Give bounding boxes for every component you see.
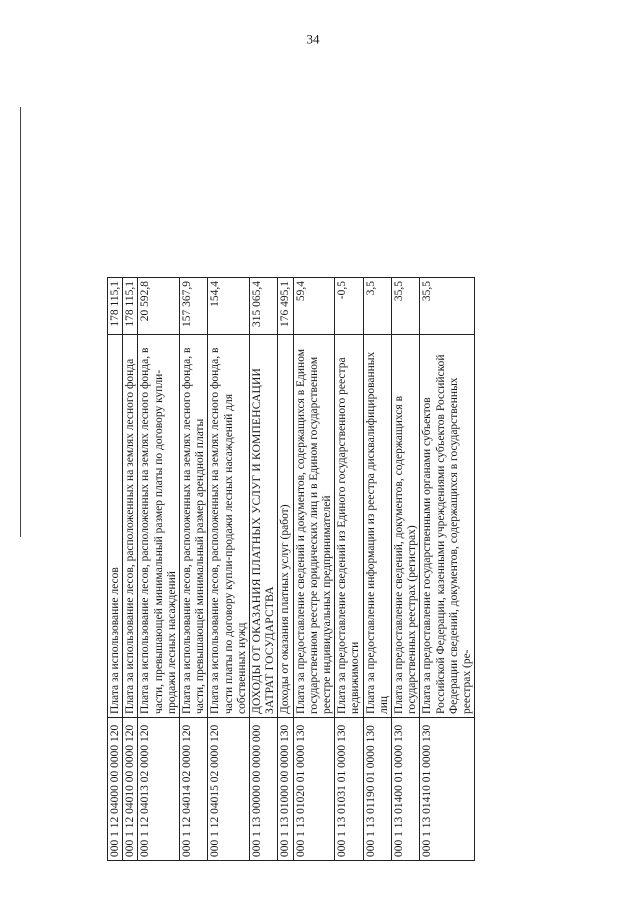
row-code: 000 1 12 04000 00 0000 120 xyxy=(108,718,123,861)
row-code: 000 1 13 01031 01 0000 130 xyxy=(335,718,363,861)
row-value: -0,5 xyxy=(335,278,363,335)
table-row xyxy=(363,278,391,861)
table-row xyxy=(138,278,180,861)
row-name: Плата за использование лесов, расположенных на землях лесного фонда xyxy=(123,335,138,718)
row-name: Плата за предоставление сведений, документов, содержащихся в государственных реестрах (регистрах) xyxy=(392,335,420,718)
row-name: Доходы от оказания платных услуг (работ) xyxy=(278,335,293,718)
revenue-table xyxy=(107,277,475,861)
table-row xyxy=(293,278,335,861)
row-value: 154,4 xyxy=(208,278,250,335)
row-code: 000 1 12 04014 02 0000 120 xyxy=(180,718,208,861)
row-value: 35,5 xyxy=(420,278,475,335)
row-value: 178 115,1 xyxy=(123,278,138,335)
row-name: Плата за использование лесов, расположенных на землях лесного фонда, в части платы по договору купли-продажи лесных насаждений для собственных нужд xyxy=(208,335,250,718)
row-code: 000 1 12 04010 00 0000 120 xyxy=(123,718,138,861)
table-row xyxy=(108,278,123,861)
row-code: 000 1 12 04013 02 0000 120 xyxy=(138,718,180,861)
table-row xyxy=(250,278,278,861)
row-value: 35,5 xyxy=(392,278,420,335)
row-code: 000 1 13 01190 01 0000 130 xyxy=(363,718,391,861)
row-name: Плата за использование лесов, расположенных на землях лесного фонда, в части, превышающей минимальный размер платы по договору купли-продажи лесных насаждений xyxy=(138,335,180,718)
table-row xyxy=(180,278,208,861)
table-row xyxy=(420,278,475,861)
table-row xyxy=(335,278,363,861)
row-value: 178 115,1 xyxy=(108,278,123,335)
row-code: 000 1 13 01020 01 0000 130 xyxy=(293,718,335,861)
row-code: 000 1 13 00000 00 0000 000 xyxy=(250,718,278,861)
row-name: ДОХОДЫ ОТ ОКАЗАНИЯ ПЛАТНЫХ УСЛУГ И КОМПЕНСАЦИИ ЗАТРАТ ГОСУДАРСТВА xyxy=(250,335,278,718)
row-value: 157 367,9 xyxy=(180,278,208,335)
row-value: 20 592,8 xyxy=(138,278,180,335)
row-code: 000 1 13 01410 01 0000 130 xyxy=(420,718,475,861)
row-code: 000 1 13 01400 01 0000 130 xyxy=(392,718,420,861)
row-value: 315 065,4 xyxy=(250,278,278,335)
table-row xyxy=(392,278,420,861)
row-value: 59,4 xyxy=(293,278,335,335)
row-name: Плата за предоставление сведений из Единого государственного реестра недвижимости xyxy=(335,335,363,718)
page-number: 34 xyxy=(306,31,320,47)
row-name: Плата за использование лесов, расположенных на землях лесного фонда, в части, превышающей минимальный размер арендной платы xyxy=(180,335,208,718)
table-row xyxy=(278,278,293,861)
row-name: Плата за предоставление информации из реестра дисквалифицированных лиц xyxy=(363,335,391,718)
row-name: Плата за предоставление сведений и документов, содержащихся в Едином государственном реестре юридических лиц и в Едином государственном реестре индивидуальных предпринимателей xyxy=(293,335,335,718)
row-code: 000 1 13 01000 00 0000 130 xyxy=(278,718,293,861)
row-name: Плата за предоставление государственными органами субъектов Российской Федерации, казенными учреждениями субъектов Российской Федерации сведений, документов, содержащихся в государственных реестрах (ре- xyxy=(420,335,475,718)
row-code: 000 1 12 04015 02 0000 120 xyxy=(208,718,250,861)
row-name: Плата за использование лесов xyxy=(108,335,123,718)
row-value: 3,5 xyxy=(363,278,391,335)
row-value: 176 495,1 xyxy=(278,278,293,335)
table-row xyxy=(123,278,138,861)
table-row xyxy=(208,278,250,861)
